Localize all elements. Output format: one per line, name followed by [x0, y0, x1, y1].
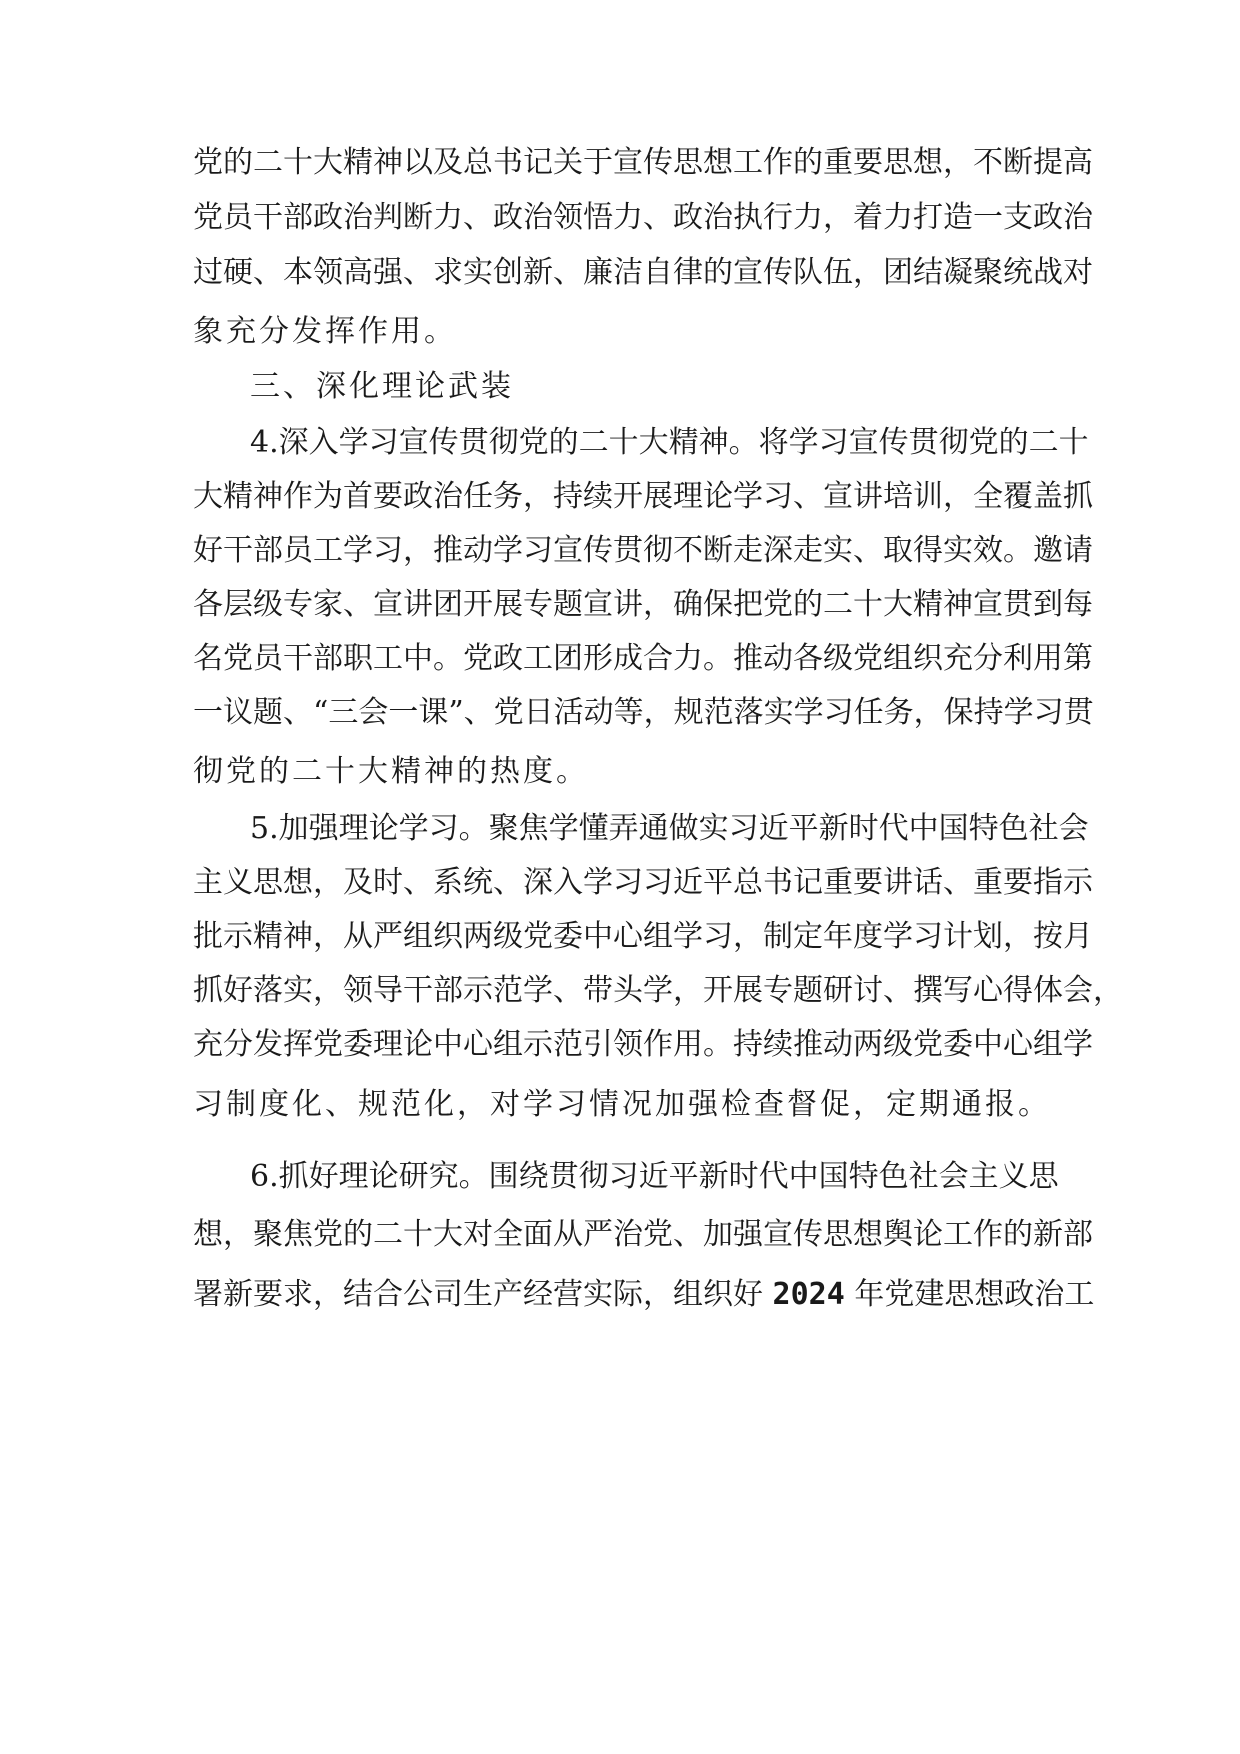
paragraph-line [193, 1277, 1095, 1313]
paragraph-line: 大精神作为首要政治任务，持续开展理论学习、宣讲培训，全覆盖抓 [193, 479, 1093, 514]
paragraph-line: 主义思想，及时、系统、深入学习习近平总书记重要讲话、重要指示 [193, 865, 1093, 900]
year-number: 2024 [772, 1277, 845, 1312]
paragraph-line: 想，聚焦党的二十大对全面从严治党、加强宣传思想舆论工作的新部 [193, 1217, 1093, 1252]
section-heading: 三、深化理论武装 [250, 369, 514, 404]
paragraph-line: 彻党的二十大精神的热度。 [193, 754, 589, 789]
paragraph-line: 名党员干部职工中。党政工团形成合力。推动各级党组织充分利用第 [193, 641, 1093, 676]
paragraph-line: 抓好落实，领导干部示范学、带头学，开展专题研讨、撰写心得体会， [193, 973, 1123, 1008]
paragraph-line: 充分发挥党委理论中心组示范引领作用。持续推动两级党委中心组学 [193, 1027, 1093, 1062]
paragraph-line: 各层级专家、宣讲团开展专题宣讲，确保把党的二十大精神宣贯到每 [193, 587, 1093, 622]
paragraph-line: 批示精神，从严组织两级党委中心组学习，制定年度学习计划，按月 [193, 919, 1093, 954]
paragraph-line: 象充分发挥作用。 [193, 314, 457, 349]
paragraph-line: 党的二十大精神以及总书记关于宣传思想工作的重要思想，不断提高 [193, 145, 1093, 180]
paragraph-line: 过硬、本领高强、求实创新、廉洁自律的宣传队伍，团结凝聚统战对 [193, 255, 1093, 290]
text-segment: 年党建思想政治工 [844, 1277, 1095, 1312]
paragraph-line: 4.深入学习宣传贯彻党的二十大精神。将学习宣传贯彻党的二十 [250, 425, 1089, 460]
text-segment: 署新要求，结合公司生产经营实际，组织好 [193, 1277, 773, 1312]
paragraph-line: 习制度化、规范化，对学习情况加强检查督促，定期通报。 [193, 1087, 1051, 1122]
paragraph-line: 党员干部政治判断力、政治领悟力、政治执行力，着力打造一支政治 [193, 200, 1093, 235]
paragraph-line: 6.抓好理论研究。围绕贯彻习近平新时代中国特色社会主义思 [250, 1159, 1059, 1194]
paragraph-line: 好干部员工学习，推动学习宣传贯彻不断走深走实、取得实效。邀请 [193, 533, 1093, 568]
paragraph-line: 一议题、“三会一课”、党日活动等，规范落实学习任务，保持学习贯 [193, 695, 1094, 730]
paragraph-line: 5.加强理论学习。聚焦学懂弄通做实习近平新时代中国特色社会 [250, 811, 1089, 846]
